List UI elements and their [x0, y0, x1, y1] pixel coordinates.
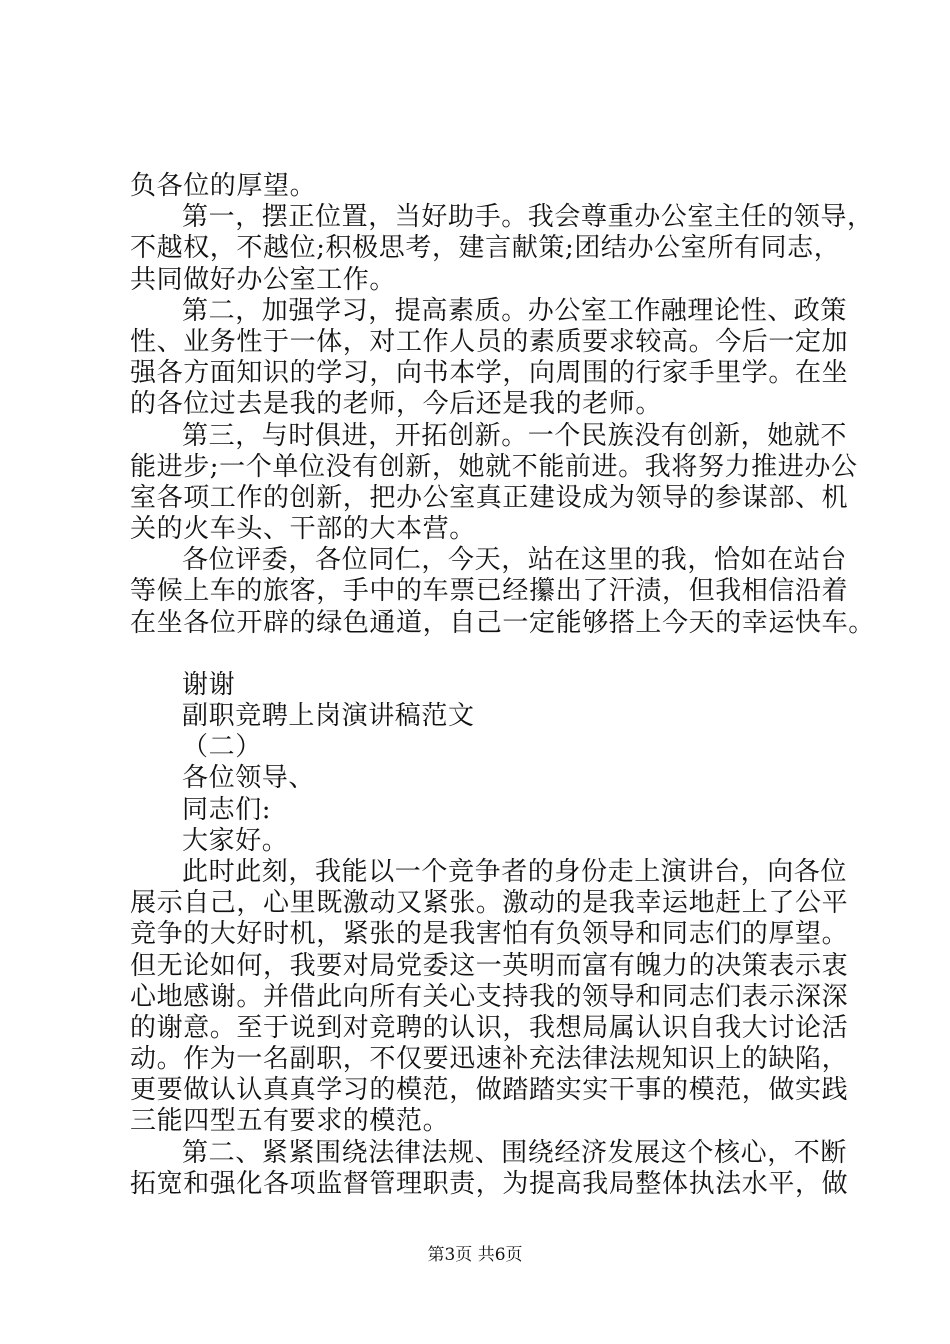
text-line: 竞争的大好时机，紧张的是我害怕有负领导和同志们的厚望。	[130, 919, 849, 950]
text-line: 第二，加强学习，提高素质。办公室工作融理论性、政策	[182, 295, 848, 326]
text-line: 室各项工作的创新，把办公室真正建设成为领导的参谋部、机	[130, 482, 849, 513]
text-line: 第三，与时俱进，开拓创新。一个民族没有创新，她就不	[182, 420, 848, 451]
text-line: 同志们:	[182, 794, 272, 825]
text-line: 强各方面知识的学习，向书本学，向周围的行家手里学。在坐	[130, 358, 849, 389]
text-line: 展示自己，心里既激动又紧张。激动的是我幸运地赶上了公平	[130, 888, 849, 919]
text-line: 各位评委，各位同仁，今天，站在这里的我，恰如在站台	[182, 545, 848, 576]
text-line: 第二、紧紧围绕法律法规、围绕经济发展这个核心，不断	[182, 1137, 848, 1168]
text-line: 的各位过去是我的老师，今后还是我的老师。	[130, 389, 663, 420]
text-line: 谢谢	[182, 669, 236, 700]
text-line: 等候上车的旅客，手中的车票已经攥出了汗渍，但我相信沿着	[130, 576, 849, 607]
text-line: 关的火车头、干部的大本营。	[130, 514, 476, 545]
text-line: （二）	[182, 732, 262, 763]
text-line: 此时此刻，我能以一个竞争者的身份走上演讲台，向各位	[182, 856, 848, 887]
text-line: 动。作为一名副职，不仅要迅速补充法律法规知识上的缺陷，	[130, 1044, 849, 1075]
text-line: 不越权，不越位;积极思考，建言献策;团结办公室所有同志，	[130, 233, 841, 264]
text-line: 副职竞聘上岗演讲稿范文	[182, 701, 475, 731]
text-line: 三能四型五有要求的模范。	[130, 1106, 450, 1137]
text-line: 但无论如何，我要对局党委这一英明而富有魄力的决策表示衷	[130, 950, 849, 981]
text-line: 拓宽和强化各项监督管理职责，为提高我局整体执法水平，做	[130, 1168, 849, 1199]
page-footer: 第3页 共6页	[427, 1245, 523, 1265]
text-line: 心地感谢。并借此向所有关心支持我的领导和同志们表示深深	[130, 981, 849, 1012]
text-line: 在坐各位开辟的绿色通道，自己一定能够搭上今天的幸运快车。	[130, 607, 875, 638]
text-line: 的谢意。至于说到对竞聘的认识，我想局属认识自我大讨论活	[130, 1012, 849, 1043]
text-line: 能进步;一个单位没有创新，她就不能前进。我将努力推进办公	[130, 451, 858, 482]
blank-line	[130, 639, 840, 670]
text-line: 性、业务性于一体，对工作人员的素质要求较高。今后一定加	[130, 326, 849, 357]
text-line: 更要做认认真真学习的模范，做踏踏实实干事的模范，做实践	[130, 1075, 849, 1106]
text-line: 第一，摆正位置，当好助手。我会尊重办公室主任的领导，	[182, 202, 874, 233]
text-line: 大家好。	[182, 825, 289, 856]
text-line: 共同做好办公室工作。	[130, 264, 397, 295]
text-line: 负各位的厚望。	[130, 171, 317, 201]
text-line: 各位领导、	[182, 763, 316, 794]
document-body	[130, 171, 875, 1200]
